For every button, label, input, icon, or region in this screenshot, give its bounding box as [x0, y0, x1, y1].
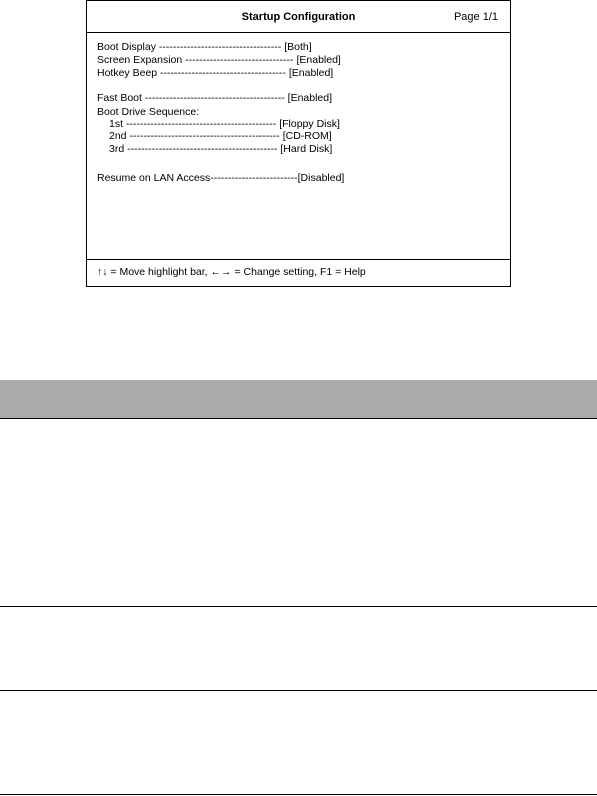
setting-value[interactable]: [Enabled]: [296, 54, 341, 66]
setting-hotkey-beep[interactable]: [97, 67, 333, 79]
setting-value[interactable]: [Enabled]: [287, 92, 333, 104]
dotted-leader: ----------------------------------------: [144, 92, 285, 104]
bios-footer: [87, 259, 510, 286]
setting-value[interactable]: [Both]: [284, 41, 312, 53]
setting-value[interactable]: [Hard Disk]: [280, 143, 333, 155]
setting-resume-on-lan[interactable]: [97, 172, 344, 184]
bios-header: [87, 1, 510, 33]
setting-label: Hotkey Beep: [97, 67, 161, 79]
help-text: ↑↓ = Move highlight bar, ←→ = Change setting, F1 = Help: [97, 266, 366, 278]
table-row-divider: [0, 606, 597, 607]
setting-label: Screen Expansion: [97, 54, 186, 66]
dotted-leader: -------------------------------: [185, 54, 294, 66]
setting-value[interactable]: [CD-ROM]: [282, 130, 332, 142]
bios-title: Startup Configuration: [241, 11, 356, 23]
setting-label: 3rd: [109, 143, 128, 155]
setting-value[interactable]: [Enabled]: [288, 67, 334, 79]
table-row-divider: [0, 794, 597, 795]
setting-label: 2nd: [109, 130, 130, 142]
setting-label: Fast Boot: [97, 92, 145, 104]
setting-boot-display[interactable]: [97, 41, 312, 53]
setting-value[interactable]: [Floppy Disk]: [279, 118, 340, 130]
dotted-leader: -------------------------------------------: [129, 130, 280, 142]
setting-value[interactable]: [Disabled]: [297, 172, 345, 184]
dotted-leader: -----------------------------------: [158, 41, 282, 53]
dotted-leader: -------------------------------------------: [127, 143, 278, 155]
setting-boot-1st[interactable]: [109, 118, 340, 130]
page-indicator: Page 1/1: [453, 11, 498, 23]
dotted-leader: ------------------------------------: [160, 67, 286, 79]
setting-fast-boot[interactable]: [97, 92, 332, 104]
bios-screen: [86, 0, 511, 287]
boot-drive-sequence-heading: [97, 106, 199, 118]
table-header: [0, 380, 597, 419]
setting-label: Boot Display: [97, 41, 159, 53]
setting-boot-3rd[interactable]: [109, 143, 332, 155]
setting-label: Boot Drive Sequence:: [97, 106, 200, 118]
setting-label: Resume on LAN Access: [97, 172, 211, 184]
setting-screen-expansion[interactable]: [97, 54, 341, 66]
table-row-divider: [0, 690, 597, 691]
setting-boot-2nd[interactable]: [109, 130, 332, 142]
dotted-leader: -------------------------------------------: [125, 118, 277, 130]
dotted-leader: -------------------------: [210, 172, 298, 184]
setting-label: 1st: [109, 118, 126, 130]
